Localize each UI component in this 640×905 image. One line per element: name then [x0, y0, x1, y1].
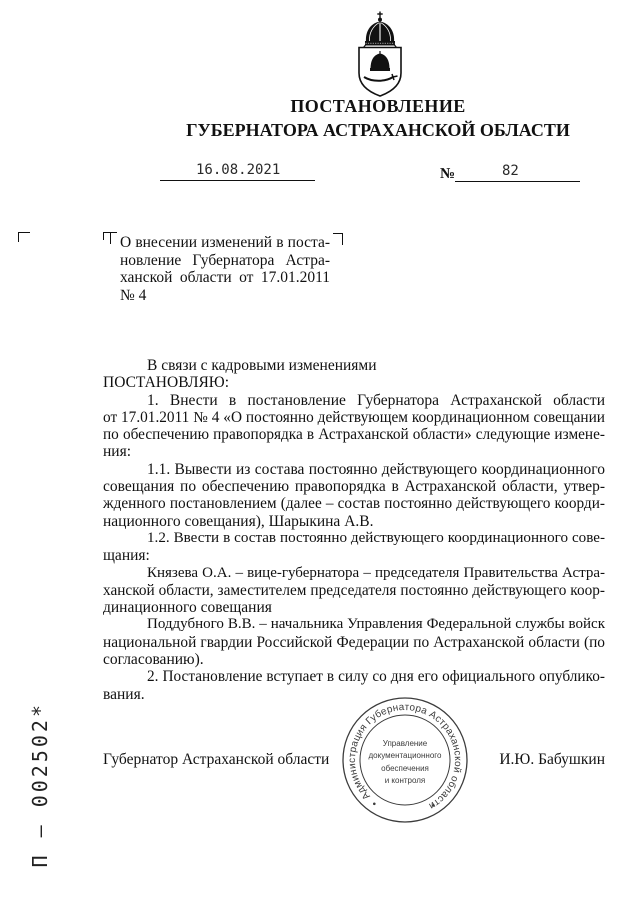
- body-line: ханской области, заместителем председателя постоянно действующего коор-: [103, 581, 605, 599]
- stamp-inner-line: обеспечения: [381, 764, 429, 773]
- corner-mark-subject-tick: [110, 232, 111, 244]
- registry-mark: П – 002502*: [28, 702, 52, 868]
- document-title-line-1: ПОСТАНОВЛЕНИЕ: [290, 96, 466, 116]
- body-line: от 17.01.2011 № 4 «О постоянно действующем координационном совещании: [103, 408, 605, 426]
- date-underline: [160, 180, 315, 181]
- document-body: [103, 357, 605, 703]
- official-stamp: [340, 695, 470, 825]
- emblem-imperial-crown: [362, 12, 399, 51]
- subject-line: ханской области от 17.01.2011: [120, 269, 330, 287]
- body-line: ПОСТАНОВЛЯЮ:: [103, 374, 230, 392]
- body-line: 1.1. Вывести из состава постоянно действующего координационного: [147, 460, 605, 478]
- body-line: 2. Постановление вступает в силу со дня его официального опублико-: [147, 668, 605, 686]
- body-line: ния:: [103, 443, 132, 461]
- body-line: жденного постановлением (далее – состав постоянно действующего коорди-: [103, 495, 605, 513]
- body-line: Князева О.А. – вице-губернатора – председателя Правительства Астра-: [147, 564, 605, 581]
- stamp-inner-line: документационного: [368, 751, 442, 760]
- body-line: 1. Внести в постановление Губернатора Астраханской области: [147, 391, 605, 409]
- stamp-inner-line: и контроля: [384, 776, 426, 785]
- stamp-inner-ring: [360, 715, 450, 805]
- body-line: вания.: [103, 685, 145, 703]
- document-date: 16.08.2021: [196, 162, 281, 178]
- body-line: согласованию).: [103, 651, 204, 669]
- stamp-inner-line: Управление: [382, 739, 428, 748]
- body-line: динационного совещания: [103, 599, 272, 617]
- subject-line: № 4: [120, 287, 147, 305]
- stamp-outer-ring: [343, 698, 467, 822]
- document-title-line-2: ГУБЕРНАТОРА АСТРАХАНСКОЙ ОБЛАСТИ: [186, 120, 570, 140]
- body-line: национальной гвардии Российской Федерации по Астраханской области (по: [103, 633, 605, 651]
- subject-line: новление Губернатора Астра-: [120, 251, 330, 269]
- body-line: совещания по обеспечению правопорядка в Астраханской области, утвер-: [103, 478, 605, 496]
- subject-line: О внесении изменений в поста-: [120, 234, 330, 251]
- body-line: щания:: [103, 547, 150, 565]
- body-line: 1.2. Ввести в состав постоянно действующего координационного сове-: [147, 529, 605, 546]
- coat-of-arms-icon: [355, 11, 405, 97]
- signature-position: Губернатор Астраханской области: [103, 751, 330, 768]
- signature-name: И.Ю. Бабушкин: [499, 751, 605, 768]
- document-number: 82: [502, 163, 519, 179]
- body-line: по обеспечению правопорядка в Астраханской области» следующие измене-: [103, 426, 605, 444]
- stamp-dot: [373, 803, 376, 806]
- number-sign: №: [440, 166, 456, 182]
- corner-mark-left: [18, 232, 30, 242]
- body-line: национного совещания), Шарыкина А.В.: [103, 512, 374, 530]
- corner-mark-subject-right: [333, 233, 343, 245]
- body-line: В связи с кадровыми изменениями: [147, 357, 377, 374]
- body-line: Поддубного В.В. – начальника Управления Федеральной службы войск: [147, 616, 605, 633]
- stamp-ring-text: Администрация Губернатора Астраханской области: [346, 701, 464, 812]
- number-underline: [455, 181, 580, 182]
- document-subject: [120, 234, 330, 305]
